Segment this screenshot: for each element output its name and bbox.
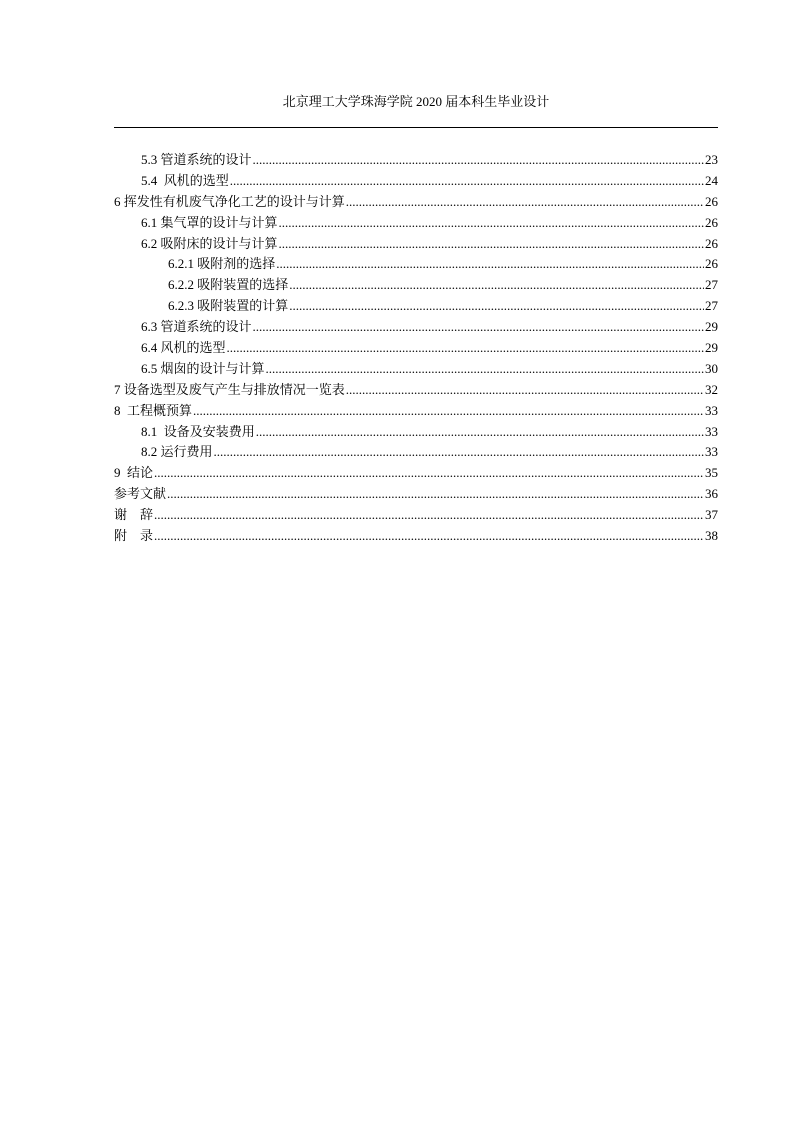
toc-entry-title: 8.2 运行费用 — [141, 444, 213, 460]
toc-leader-dots — [154, 526, 704, 547]
toc-entry[interactable] — [114, 171, 718, 192]
toc-leader-dots — [289, 296, 704, 317]
toc-entry[interactable] — [114, 192, 718, 213]
page-header: 北京理工大学珠海学院 2020 届本科生毕业设计 — [282, 94, 550, 109]
toc-entry[interactable] — [114, 526, 718, 547]
toc-entry-title: 6.5 烟囱的设计与计算 — [141, 360, 265, 376]
toc-entry-title: 6.2.3 吸附装置的计算 — [168, 298, 289, 314]
toc-entry[interactable] — [114, 442, 718, 463]
toc-leader-dots — [253, 150, 704, 171]
toc-leader-dots — [266, 359, 704, 380]
toc-entry[interactable] — [114, 296, 718, 317]
toc-entry-page-number: 26 — [705, 193, 718, 209]
toc-entry-page-number: 24 — [705, 172, 718, 188]
toc-leader-dots — [256, 422, 704, 443]
toc-leader-dots — [230, 171, 704, 192]
toc-entry[interactable] — [114, 505, 718, 526]
toc-leader-dots — [253, 317, 704, 338]
toc-leader-dots — [154, 505, 704, 526]
toc-entry-title: 谢 辞 — [114, 507, 154, 523]
toc-entry-page-number: 27 — [705, 298, 718, 314]
toc-entry-title: 参考文献 — [114, 486, 167, 502]
toc-entry-page-number: 33 — [705, 423, 718, 439]
toc-entry-page-number: 35 — [705, 465, 718, 481]
toc-entry[interactable] — [114, 484, 718, 505]
toc-entry[interactable] — [114, 380, 718, 401]
toc-entry-title: 7 设备选型及废气产生与排放情况一览表 — [114, 381, 345, 397]
toc-leader-dots — [154, 463, 704, 484]
toc-leader-dots — [279, 234, 704, 255]
toc-entry-title: 6.2.2 吸附装置的选择 — [168, 277, 289, 293]
toc-entry-title: 附 录 — [114, 528, 154, 544]
toc-entry-page-number: 30 — [705, 360, 718, 376]
toc-leader-dots — [193, 401, 704, 422]
toc-entry[interactable] — [114, 213, 718, 234]
toc-entry[interactable] — [114, 463, 718, 484]
toc-entry-title: 6.4 风机的选型 — [141, 340, 226, 356]
toc-entry-title: 5.4 风机的选型 — [141, 172, 229, 188]
toc-entry-page-number: 26 — [705, 256, 718, 272]
toc-leader-dots — [346, 380, 704, 401]
toc-entry-page-number: 33 — [705, 444, 718, 460]
toc-entry-page-number: 33 — [705, 402, 718, 418]
toc-entry-page-number: 36 — [705, 486, 718, 502]
toc-entry-page-number: 26 — [705, 214, 718, 230]
toc-entry-title: 6.1 集气罩的设计与计算 — [141, 214, 278, 230]
toc-entry-page-number: 38 — [705, 528, 718, 544]
toc-leader-dots — [346, 192, 704, 213]
toc-entry[interactable] — [114, 275, 718, 296]
toc-leader-dots — [227, 338, 704, 359]
toc-entry-title: 9 结论 — [114, 465, 154, 481]
table-of-contents — [114, 150, 718, 547]
toc-entry-title: 5.3 管道系统的设计 — [141, 152, 252, 167]
toc-leader-dots — [276, 254, 704, 275]
toc-entry[interactable] — [114, 401, 718, 422]
toc-entry-page-number: 37 — [705, 507, 718, 523]
toc-entry-page-number: 26 — [705, 235, 718, 251]
toc-entry[interactable] — [114, 317, 718, 338]
toc-entry-title: 8 工程概预算 — [114, 402, 193, 418]
toc-entry-title: 6.2.1 吸附剂的选择 — [168, 256, 276, 272]
toc-entry[interactable] — [114, 359, 718, 380]
toc-leader-dots — [289, 275, 704, 296]
toc-entry-page-number: 27 — [705, 277, 718, 293]
toc-leader-dots — [279, 213, 704, 234]
header-divider — [114, 127, 718, 128]
toc-entry-page-number: 29 — [705, 340, 718, 356]
toc-entry-title: 6 挥发性有机废气净化工艺的设计与计算 — [114, 193, 345, 209]
toc-entry[interactable] — [114, 422, 718, 443]
toc-leader-dots — [214, 442, 704, 463]
toc-entry[interactable] — [114, 338, 718, 359]
toc-entry-title: 6.2 吸附床的设计与计算 — [141, 235, 278, 251]
toc-entry[interactable] — [114, 234, 718, 255]
toc-entry-title: 8.1 设备及安装费用 — [141, 423, 255, 439]
toc-entry-page-number: 29 — [705, 319, 718, 335]
toc-entry-page-number: 32 — [705, 381, 718, 397]
toc-leader-dots — [167, 484, 704, 505]
toc-entry[interactable] — [114, 150, 718, 171]
toc-entry-title: 6.3 管道系统的设计 — [141, 319, 252, 335]
toc-entry[interactable] — [114, 254, 718, 275]
toc-entry-page-number: 23 — [705, 152, 718, 167]
